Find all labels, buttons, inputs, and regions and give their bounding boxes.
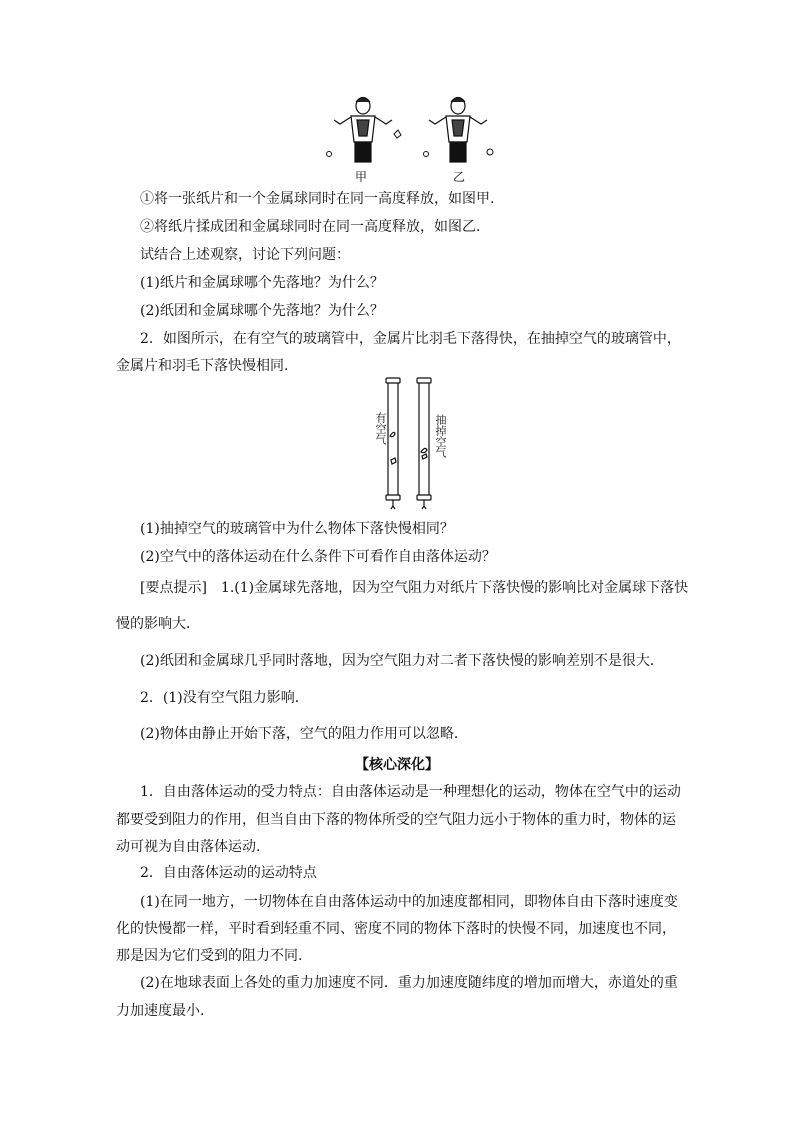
tube-vacuum — [417, 378, 431, 509]
discuss-prompt: 试结合上述观察，讨论下列问题： — [140, 247, 350, 263]
person-left-illustration — [334, 98, 392, 163]
question-2-1: (1)抽掉空气的玻璃管中为什么物体下落快慢相同？ — [140, 521, 454, 537]
core-p1-line2: 都要受到阻力的作用，但当自由下落的物体所受的空气阻力远小于物体的重力时，物体的运 — [116, 812, 676, 828]
item2-line1: 2．如图所示，在有空气的玻璃管中，金属片比羽毛下落得快，在抽掉空气的玻璃管中， — [140, 331, 681, 347]
figure-people-drop — [320, 94, 500, 166]
core-p4-line2: 力加速度最小. — [116, 1003, 205, 1019]
core-p3-line1: (1)在同一地方，一切物体在自由落体运动中的加速度都相同，即物体自由下落时速度变 — [140, 894, 678, 910]
core-p1-line1: 1．自由落体运动的受力特点：自由落体运动是一种理想化的运动，物体在空气中的运动 — [140, 784, 681, 800]
core-p1-line3: 动可视为自由落体运动. — [116, 839, 261, 855]
hint-line1: [要点提示] 1.(1)金属球先落地，因为空气阻力对纸片下落快慢的影响比对金属球下落快 — [140, 580, 689, 596]
core-p3-line2: 化的快慢都一样，平时看到轻重不同、密度不同的物体下落时的快慢不同，加速度也不同， — [116, 921, 676, 937]
tube-label-vacuum: 抽掉空气 — [434, 414, 447, 458]
core-p2: 2．自由落体运动的运动特点 — [140, 865, 317, 881]
figure1-caption-left: 甲 — [355, 170, 368, 184]
tube-with-air — [386, 378, 400, 509]
step2-text: ②将纸片揉成团和金属球同时在同一高度释放，如图乙. — [140, 219, 481, 235]
question-1-2: (2)纸团和金属球哪个先落地？为什么？ — [140, 303, 384, 319]
step1-text: ①将一张纸片和一个金属球同时在同一高度释放，如图甲. — [140, 191, 495, 207]
hint-line4: 2．(1)没有空气阻力影响． — [140, 690, 309, 706]
hint-line3: (2)纸团和金属球几乎同时落地，因为空气阻力对二者下落快慢的影响差别不是很大． — [140, 653, 664, 669]
ball-right — [424, 152, 429, 157]
core-p3-line3: 那是因为它们受到的阻力不同. — [116, 948, 303, 964]
hint-line5: (2)物体由静止开始下落，空气的阻力作用可以忽略． — [140, 726, 468, 742]
person-right-illustration — [429, 98, 487, 163]
hint-line2: 慢的影响大． — [116, 616, 200, 632]
core-heading: 【核心深化】 — [355, 757, 439, 773]
tube-label-air: 有空气 — [374, 412, 387, 445]
paper-ball-right — [487, 149, 493, 155]
question-1-1: (1)纸片和金属球哪个先落地？为什么？ — [140, 275, 384, 291]
ball-left-1 — [327, 152, 332, 157]
paper-left-1 — [394, 130, 401, 138]
core-p4-line1: (2)在地球表面上各处的重力加速度不同．重力加速度随纬度的增加而增大，赤道处的重 — [140, 975, 678, 991]
question-2-2: (2)空气中的落体运动在什么条件下可看作自由落体运动？ — [140, 549, 496, 565]
figure1-caption-right: 乙 — [453, 170, 466, 184]
item2-line2: 金属片和羽毛下落快慢相同. — [116, 358, 289, 374]
